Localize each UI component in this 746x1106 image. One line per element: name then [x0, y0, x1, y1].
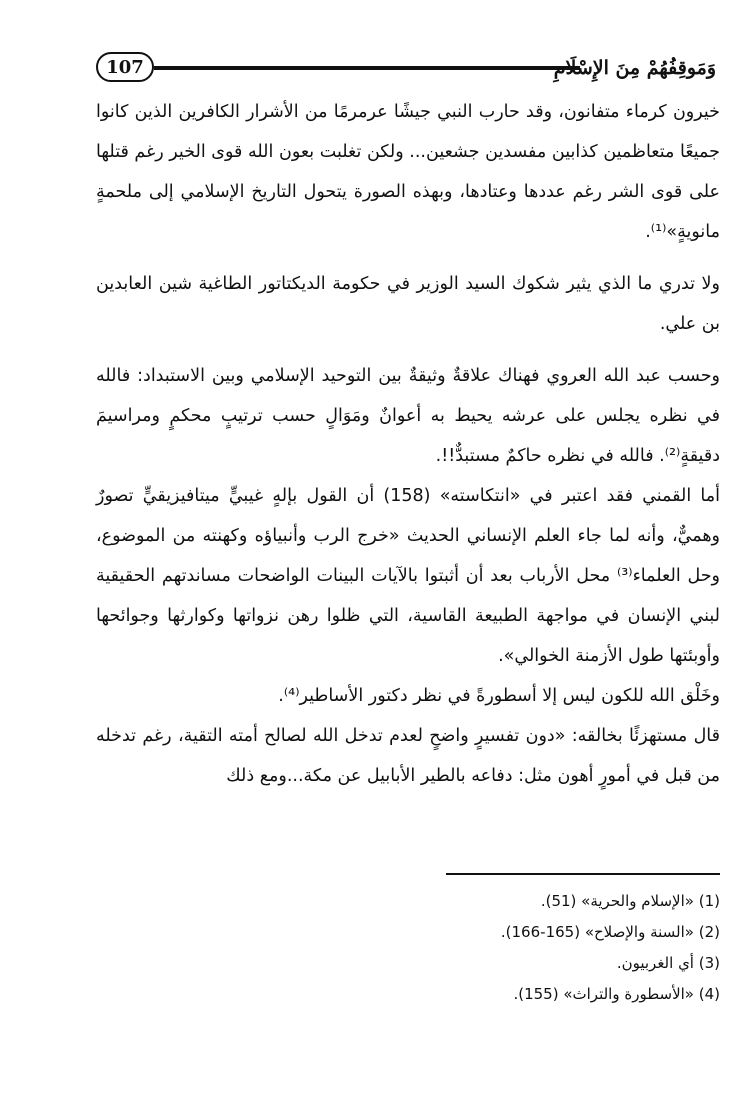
footnote: (1) «الإسلام والحرية» (51). — [540, 892, 720, 910]
page-header — [96, 48, 716, 92]
running-title: وَمَوقِفُهُمْ مِنَ الإِسْلَامِ — [553, 57, 716, 79]
footnote: (4) «الأسطورة والتراث» (155). — [513, 985, 720, 1003]
footnote: (3) أي الغربيون. — [616, 954, 720, 972]
page-number: 107 — [96, 52, 154, 82]
header-rule — [154, 66, 580, 70]
paragraph: وحسب عبد الله العروي فهناك علاقةٌ وثيقةٌ بين التوحيد الإسلامي وبين الاستبداد: فالله في نظره يجلس على عرشه يحيط به أعوانٌ ومَوَالٍ حسب ترتيبٍ محكمٍ ومراسيمَ دقيقةٍ⁽²⁾. فالله في نظره حاكمٌ مستبدٌّ!!. — [96, 366, 720, 466]
footnote-separator — [446, 873, 720, 875]
footnotes — [96, 886, 720, 1010]
paragraph: أما القمني فقد اعتبر في «انتكاسته» (158) أن القول بإلهٍ غيبيٍّ ميتافيزيقيٍّ تصورٌ وهميٌّ، وأنه لما جاء العلم الإنساني الحديث «خرج الرب وأنبياؤه وكهنته من الموضوع، وحل العلماء⁽³⁾ محل الأرباب بعد أن أثبتوا بالآيات البينات الواضحات مساندتهم الحقيقية لبني الإنسان في مواجهة الطبيعة القاسية، التي ظلوا رهن نزواتها وكوارثها وجوائحها وأوبئتها طول الأزمنة الخوالي». — [96, 486, 720, 666]
body-text — [96, 92, 720, 796]
paragraph: وخَلْق الله للكون ليس إلا أسطورةً في نظر دكتور الأساطير⁽⁴⁾. — [278, 686, 720, 706]
paragraph: خيرون كرماء متفانون، وقد حارب النبي جيشًا عرمرمًا من الأشرار الكافرين الذين كانوا جميعًا متعاظمين كذابين مفسدين جشعين... ولكن تغلبت بعون الله قوى الخير رغم قتلها على قوى الشر رغم عددها وعتادها، وبهذه الصورة يتحول التاريخ الإسلامي إلى ملحمةٍ مانويةٍ»⁽¹⁾. — [96, 102, 720, 242]
paragraph: قال مستهزئًا بخالقه: «دون تفسيرٍ واضحٍ لعدم تدخل الله لصالح أمته التقية، رغم تدخله من قبل في أمورٍ أهون مثل: دفاعه بالطير الأبابيل عن مكة...ومع ذلك — [96, 726, 720, 786]
paragraph: ولا تدري ما الذي يثير شكوك السيد الوزير في حكومة الديكتاتور الطاغية شين العابدين بن علي. — [96, 274, 720, 334]
footnote: (2) «السنة والإصلاح» (165-166). — [500, 923, 720, 941]
